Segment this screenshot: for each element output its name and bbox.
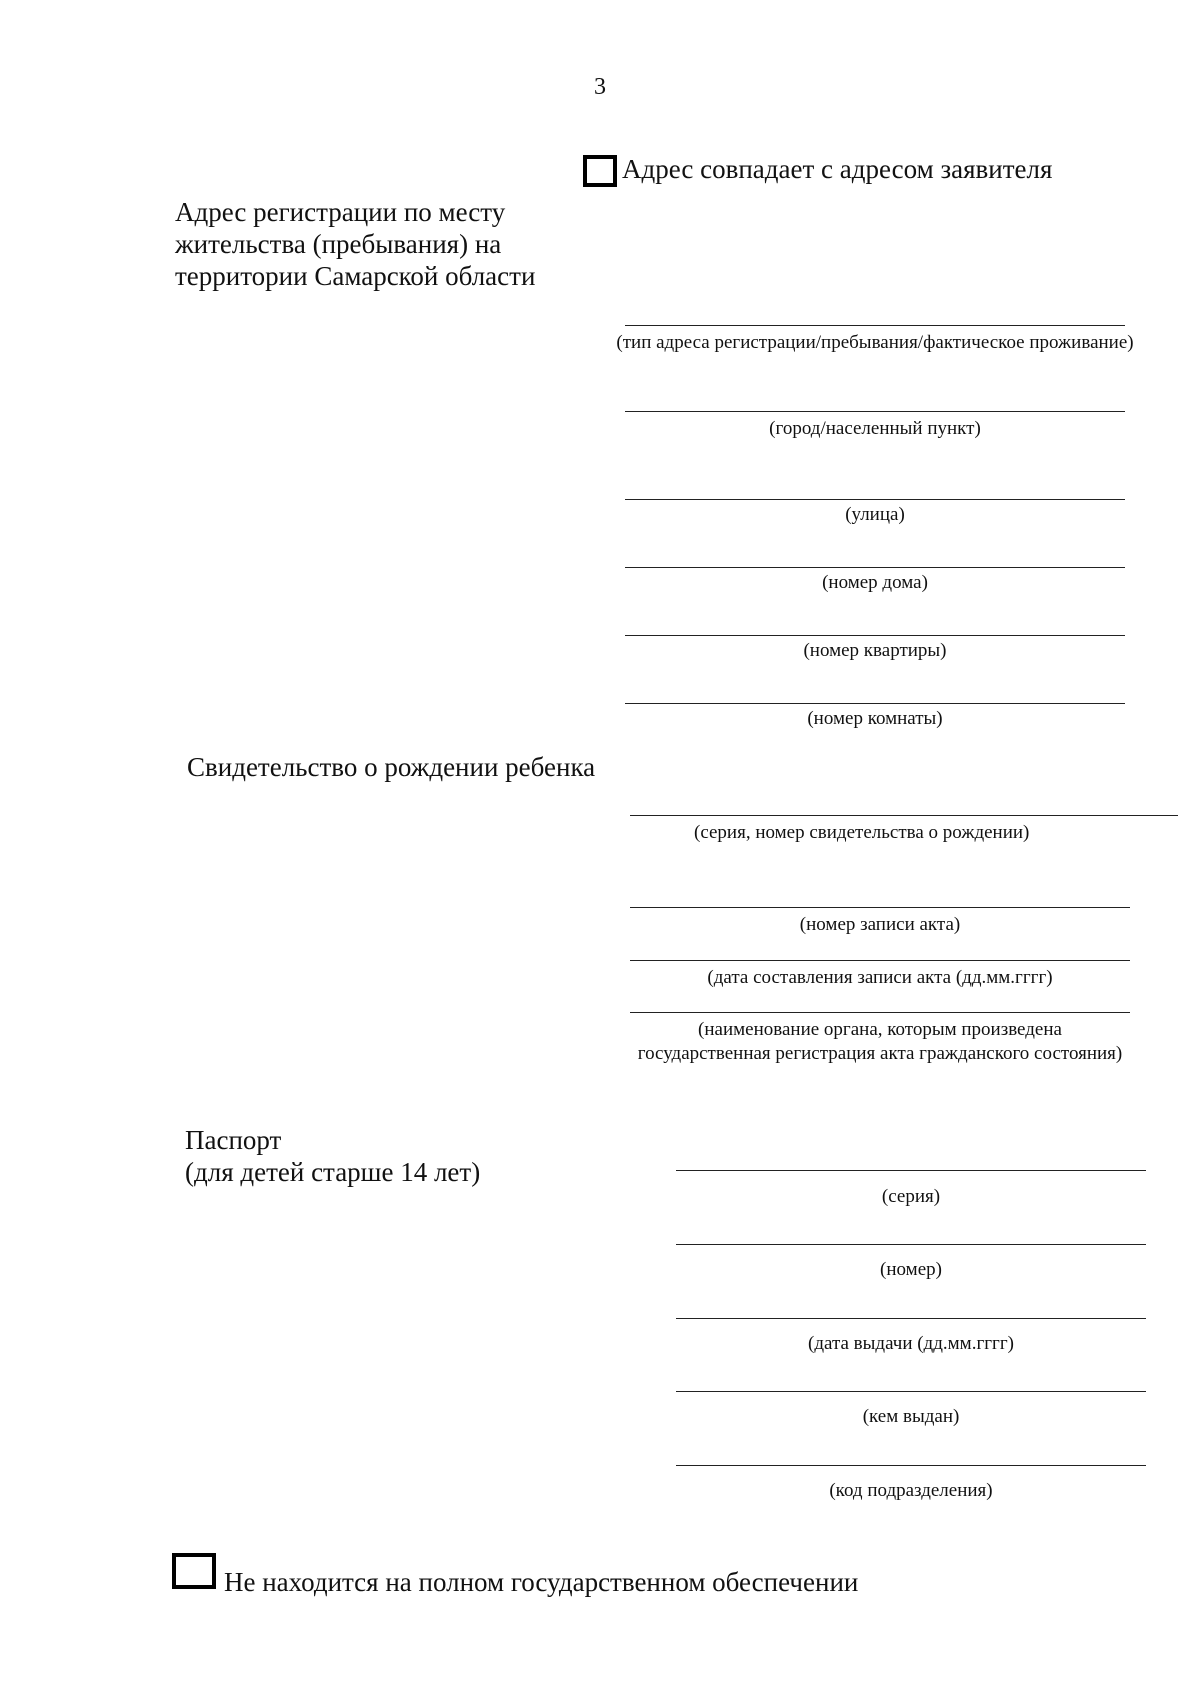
division-code-caption: (код подразделения) <box>829 1480 993 1501</box>
street-caption: (улица) <box>845 504 905 525</box>
record-date-field[interactable] <box>630 960 1130 961</box>
issued-by-caption: (кем выдан) <box>862 1406 960 1427</box>
city-field[interactable] <box>625 411 1125 412</box>
registering-body-field[interactable] <box>630 1012 1130 1013</box>
passport-heading <box>185 1124 480 1188</box>
registration-heading-line-3: территории Самарской области <box>175 261 536 291</box>
registration-address-heading <box>175 196 535 292</box>
same-address-checkbox[interactable] <box>583 155 617 187</box>
apartment-number-field[interactable] <box>625 635 1125 636</box>
record-date-caption: (дата составления записи акта (дд.мм.гггг) <box>707 967 1053 988</box>
division-code-field[interactable] <box>676 1465 1146 1466</box>
passport-number-caption: (номер) <box>880 1259 942 1280</box>
birth-certificate-heading: Свидетельство о рождении ребенка <box>187 752 596 782</box>
issue-date-field[interactable] <box>676 1318 1146 1319</box>
passport-number-field[interactable] <box>676 1244 1146 1245</box>
address-type-caption: (тип адреса регистрации/пребывания/фактическое проживание) <box>616 332 1134 353</box>
passport-series-field[interactable] <box>676 1170 1146 1171</box>
page-number: 3 <box>594 74 606 100</box>
passport-title: Паспорт <box>185 1125 282 1155</box>
house-number-field[interactable] <box>625 567 1125 568</box>
room-number-field[interactable] <box>625 703 1125 704</box>
record-number-caption: (номер записи акта) <box>799 914 961 935</box>
apartment-number-caption: (номер квартиры) <box>803 640 947 661</box>
passport-subtitle: (для детей старше 14 лет) <box>185 1157 481 1187</box>
registering-body-caption: (наименование органа, которым произведена государственная регистрация акта гражданского состояния) <box>637 1019 1123 1064</box>
certificate-series-number-caption: (серия, номер свидетельства о рождении) <box>694 822 1030 843</box>
state-care-label: Не находится на полном государственном обеспечении <box>224 1567 859 1597</box>
certificate-series-number-field[interactable] <box>630 815 1178 816</box>
city-caption: (город/населенный пункт) <box>769 418 981 439</box>
room-number-caption: (номер комнаты) <box>807 708 943 729</box>
address-type-field[interactable] <box>625 325 1125 326</box>
street-field[interactable] <box>625 499 1125 500</box>
record-number-field[interactable] <box>630 907 1130 908</box>
passport-series-caption: (серия) <box>881 1186 941 1207</box>
registration-heading-line-1: Адрес регистрации по месту <box>175 197 506 227</box>
issued-by-field[interactable] <box>676 1391 1146 1392</box>
same-address-label: Адрес совпадает с адресом заявителя <box>622 154 1053 184</box>
house-number-caption: (номер дома) <box>822 572 928 593</box>
registration-heading-line-2: жительства (пребывания) на <box>175 229 502 259</box>
issue-date-caption: (дата выдачи (дд.мм.гггг) <box>808 1333 1014 1354</box>
state-care-checkbox[interactable] <box>172 1553 216 1589</box>
